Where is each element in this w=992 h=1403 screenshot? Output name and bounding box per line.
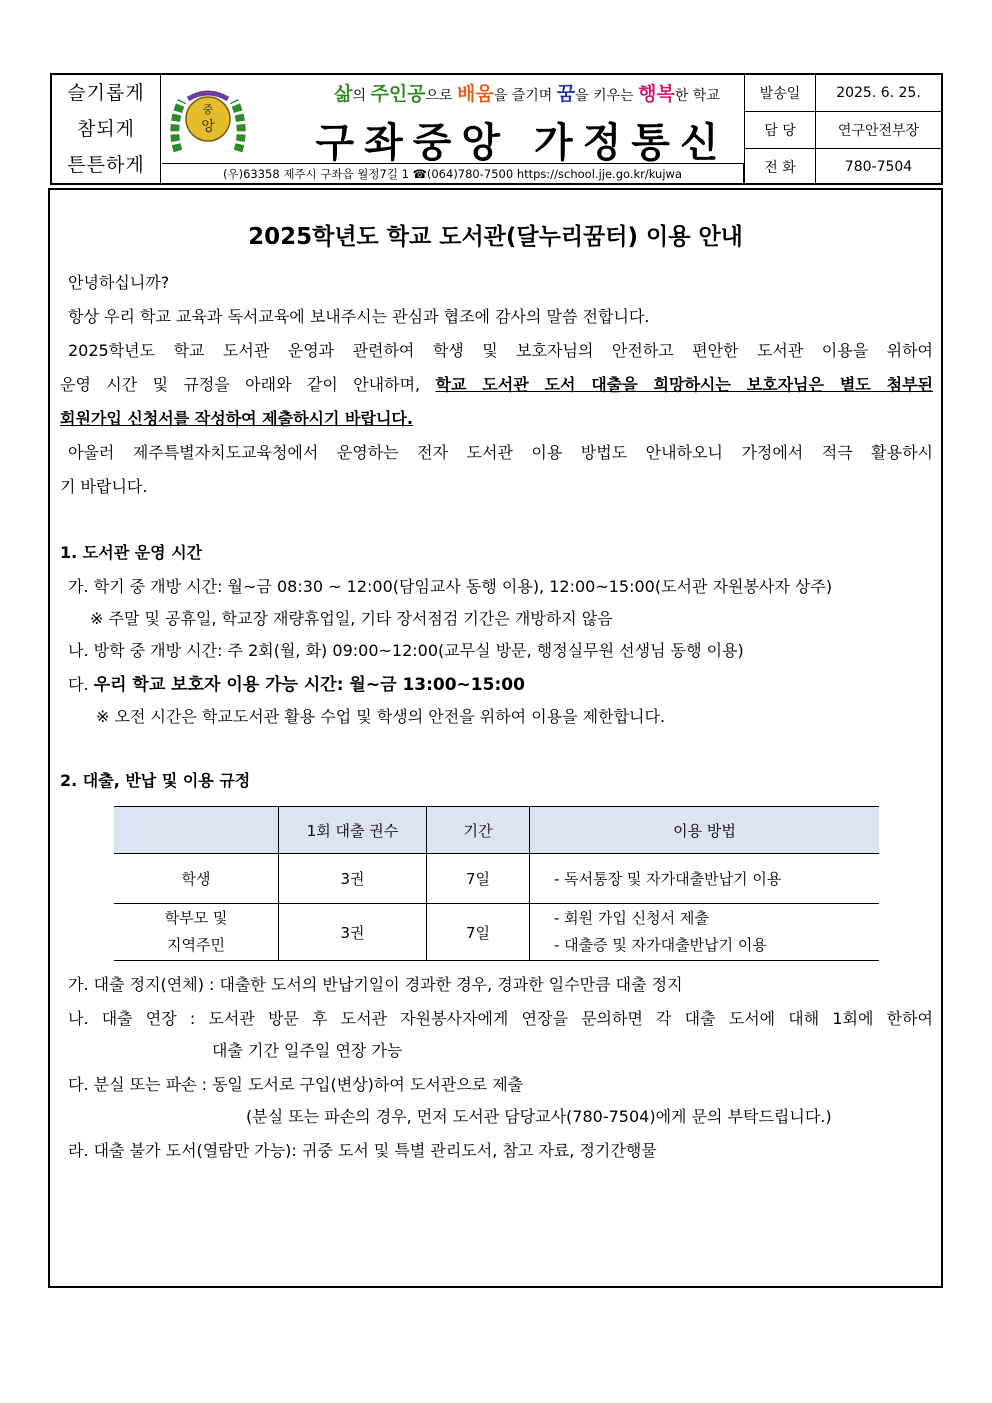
highlight-text: 회원가입 신청서를 작성하여 제출하시기 바랍니다. — [60, 409, 413, 428]
cell-line: - 회원 가입 신청서 제출 — [554, 909, 709, 927]
slogan-part: 행복 — [638, 83, 675, 105]
list-item: 나. 방학 중 개방 시간: 주 2회(월, 화) 09:00~12:00(교무실 방문, 행정실무원 선생님 동행 이용) — [68, 641, 744, 660]
table-cell: 3권 — [279, 904, 427, 961]
motto-line: 튼튼하게 — [67, 154, 145, 176]
slogan-part: 삶 — [334, 83, 353, 105]
rule-item: 다. 분실 또는 파손 : 동일 도서로 구입(변상)하여 도서관으로 제출 — [68, 1075, 524, 1094]
paragraph: 기 바랍니다. — [60, 477, 148, 496]
school-slogan — [267, 79, 787, 106]
table-cell: 7일 — [427, 904, 530, 961]
school-address: (우)63358 제주시 구좌읍 월정7길 1 ☎(064)780-7500 https://school.jje.go.kr/kujwa — [162, 163, 744, 183]
school-emblem-logo — [166, 81, 250, 165]
phone-number: 780-7504 — [816, 149, 942, 186]
slogan-part: 주인공 — [370, 83, 426, 105]
document-body — [48, 188, 943, 1288]
department: 연구안전부장 — [816, 112, 942, 149]
info-label: 발송일 — [745, 75, 816, 112]
document-title: 2025학년도 학교 도서관(달누리꿈터) 이용 안내 — [248, 224, 743, 250]
table-row — [114, 904, 879, 961]
table-cell: 학생 — [114, 854, 279, 904]
table-header: 기간 — [427, 807, 530, 854]
list-marker: 다. — [68, 675, 94, 694]
cell-line: 지역주민 — [167, 936, 225, 954]
section-heading: 2. 대출, 반납 및 이용 규정 — [60, 771, 251, 790]
rule-item-continued: 대출 기간 일주일 연장 가능 — [212, 1041, 403, 1060]
cell-line: 학부모 및 — [164, 909, 228, 927]
newsletter-header — [50, 73, 943, 185]
slogan-part: 한 학교 — [674, 88, 720, 104]
rule-item: 라. 대출 불가 도서(열람만 가능): 귀중 도서 및 특별 관리도서, 참고 자료, 정기간행물 — [68, 1141, 657, 1160]
slogan-part: 의 — [352, 88, 371, 104]
slogan-part: 을 즐기며 — [493, 88, 557, 104]
table-header-row — [114, 807, 879, 854]
motto-line: 참되게 — [76, 118, 136, 140]
list-item — [68, 670, 525, 695]
table-header — [114, 807, 279, 854]
paragraph: 2025학년도 학교 도서관 운영과 관련하여 학생 및 보호자님의 안전하고 편안한 도서관 이용을 위하여 — [68, 341, 933, 360]
note: ※ 주말 및 공휴일, 학교장 재량휴업일, 기타 장서점검 기간은 개방하지 않음 — [90, 609, 613, 628]
slogan-part: 으로 — [425, 88, 458, 104]
greeting: 안녕하십니까? — [68, 273, 170, 292]
table-row — [114, 854, 879, 904]
highlight-text: 학교 도서관 도서 대출을 희망하시는 보호자님은 별도 첨부된 — [435, 375, 933, 394]
slogan-part: 배움 — [457, 83, 494, 105]
section-heading: 1. 도서관 운영 시간 — [60, 543, 203, 562]
issue-date: 2025. 6. 25. — [816, 75, 942, 112]
paragraph: 아울러 제주특별자치도교육청에서 운영하는 전자 도서관 이용 방법도 안내하오니 가정에서 적극 활용하시 — [68, 443, 933, 462]
table-cell: 3권 — [279, 854, 427, 904]
table-header: 이용 방법 — [530, 807, 880, 854]
rule-note: (분실 또는 파손의 경우, 먼저 도서관 담당교사(780-7504)에게 문의 부탁드립니다.) — [246, 1107, 832, 1126]
slogan-part: 을 키우는 — [575, 88, 639, 104]
text-plain: 운영 시간 및 규정을 아래와 같이 안내하며, — [60, 375, 436, 394]
rule-item: 가. 대출 정지(연체) : 대출한 도서의 반납기일이 경과한 경우, 경과한 일수만큼 대출 정지 — [68, 975, 683, 994]
table-cell: 7일 — [427, 854, 530, 904]
table-cell — [530, 904, 880, 961]
rule-item: 나. 대출 연장 : 도서관 방문 후 도서관 자원봉사자에게 연장을 문의하면 각 대출 도서에 대해 1회에 한하여 — [68, 1009, 933, 1028]
logo-text-top: 중 — [202, 103, 214, 116]
school-motto — [52, 75, 161, 183]
list-item: 가. 학기 중 개방 시간: 월~금 08:30 ~ 12:00(담임교사 동행 이용), 12:00~15:00(도서관 자원봉사자 상주) — [68, 577, 833, 596]
logo-text-bottom: 앙 — [201, 119, 215, 135]
info-label: 담 당 — [745, 112, 816, 149]
table-header: 1회 대출 권수 — [279, 807, 427, 854]
note: ※ 오전 시간은 학교도서관 활용 수업 및 학생의 안전을 위하여 이용을 제한합니다. — [96, 707, 666, 726]
loan-rules-table — [114, 806, 879, 961]
paragraph: 항상 우리 학교 교육과 독서교육에 보내주시는 관심과 협조에 감사의 말씀 전합니다. — [68, 307, 650, 326]
table-cell: - 독서통장 및 자가대출반납기 이용 — [530, 854, 880, 904]
newsletter-title: 구좌중앙 가정통신 — [315, 120, 729, 166]
motto-line: 슬기롭게 — [67, 82, 145, 104]
info-label: 전 화 — [745, 149, 816, 186]
issue-info-table — [744, 75, 941, 185]
slogan-part: 꿈 — [556, 83, 576, 105]
guardian-hours: 우리 학교 보호자 이용 가능 시간: 월~금 13:00~15:00 — [93, 675, 525, 695]
cell-line: - 대출증 및 자가대출반납기 이용 — [554, 936, 767, 954]
table-cell — [114, 904, 279, 961]
paragraph — [60, 372, 933, 395]
